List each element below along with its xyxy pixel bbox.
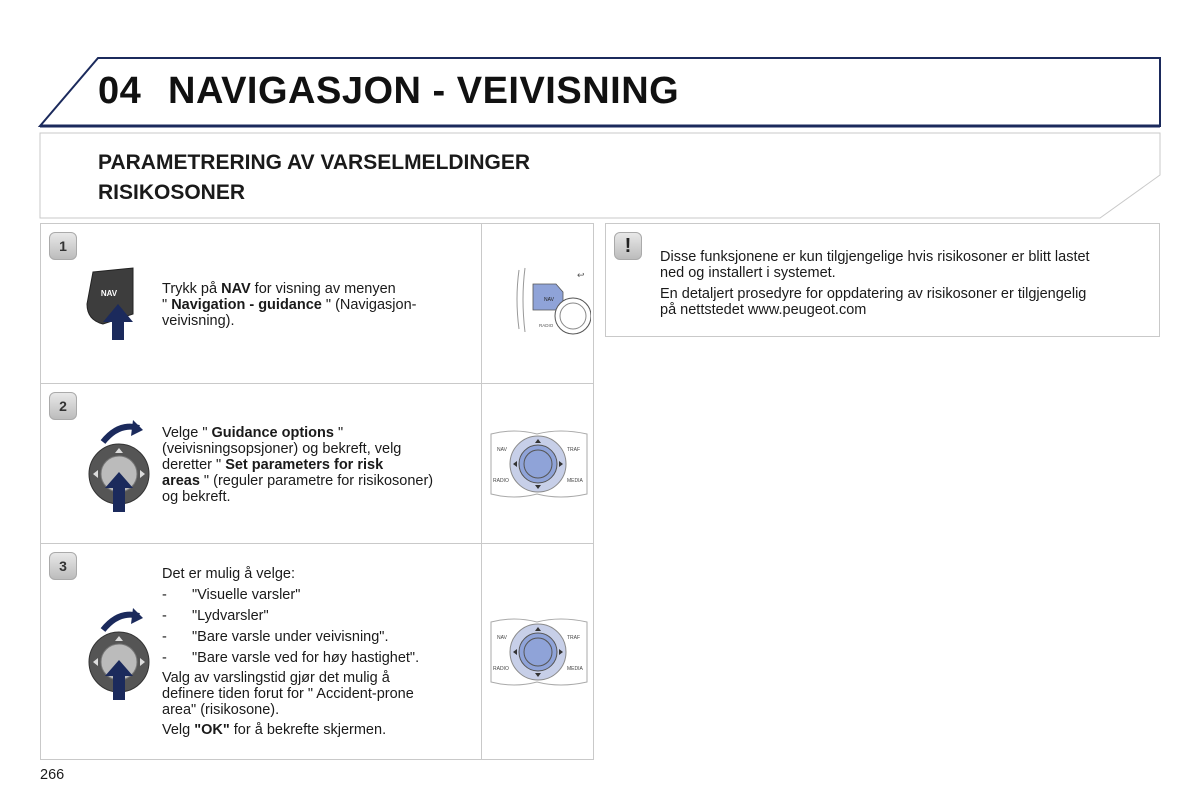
list-item: - "Bare varsle under veivisning". (162, 629, 389, 645)
svg-text:NAV: NAV (544, 297, 554, 303)
chapter-number: 04 (98, 70, 142, 112)
step-3-text: Det er mulig å velge: - "Visuelle varsler" - "Lydvarsler" - "Bare varsle under veivisning". - "Bare varsle ved for høy hastighet". Valg av varslingstid gjør det mulig å definere tiden forut for " Accident-prone area" (risikosone). Velg "OK" for å bekrefte skjermen. (162, 566, 472, 738)
nav-panel-illustration (511, 264, 591, 339)
step-1-text: Trykk på NAV for visning av menyen " Navigation - guidance " (Navigasjon- veivisning). (162, 281, 417, 329)
step-2-number: 2 (49, 392, 77, 420)
svg-text:TRAF: TRAF (567, 635, 581, 641)
svg-text:RADIO: RADIO (493, 666, 509, 672)
svg-text:RADIO: RADIO (539, 323, 554, 328)
nav-button-press-icon (81, 264, 141, 344)
warning-box (605, 223, 1160, 337)
section-title-line-1: PARAMETRERING AV VARSELMELDINGER (98, 151, 531, 174)
section-title (98, 148, 530, 208)
list-item: - "Bare varsle ved for høy hastighet". (162, 650, 420, 666)
svg-text:MEDIA: MEDIA (567, 478, 583, 484)
rotary-knob-press-icon (85, 416, 155, 516)
page-number: 266 (40, 767, 65, 783)
nav-button-label: NAV (100, 289, 118, 298)
step-2-panel (40, 383, 594, 544)
step-1-number: 1 (49, 232, 77, 260)
control-panel-illustration (489, 426, 589, 501)
exclamation-icon: ! (614, 232, 642, 260)
svg-text:NAV: NAV (497, 635, 507, 641)
warning-text: Disse funksjonene er kun tilgjengelige hvis risikosoner er blitt lastet ned og installert i systemet. En detaljert prosedyre for oppdatering av risikosoner er tilgjengelig på nettstedet www.peugeot.com (660, 249, 1090, 318)
list-item: - "Lydvarsler" (162, 608, 269, 624)
svg-text:RADIO: RADIO (493, 478, 509, 484)
svg-text:TRAF: TRAF (567, 447, 581, 453)
svg-text:MEDIA: MEDIA (567, 666, 583, 672)
svg-text:NAV: NAV (497, 447, 507, 453)
step-3-number: 3 (49, 552, 77, 580)
svg-text:↩: ↩ (577, 270, 585, 280)
step-3-panel (40, 543, 594, 760)
control-panel-illustration (489, 614, 589, 689)
step-1-panel (40, 223, 594, 384)
step-2-text: Velge " Guidance options " (veivisningsopsjoner) og bekreft, velg deretter " Set parameters for risk areas " (reguler parametre for risikosoner) og bekreft. (162, 425, 434, 505)
section-title-line-2: RISIKOSONER (98, 181, 246, 204)
list-item: - "Visuelle varsler" (162, 587, 301, 603)
chapter-title: NAVIGASJON - VEIVISNING (168, 70, 680, 112)
rotary-knob-press-icon (85, 604, 155, 704)
